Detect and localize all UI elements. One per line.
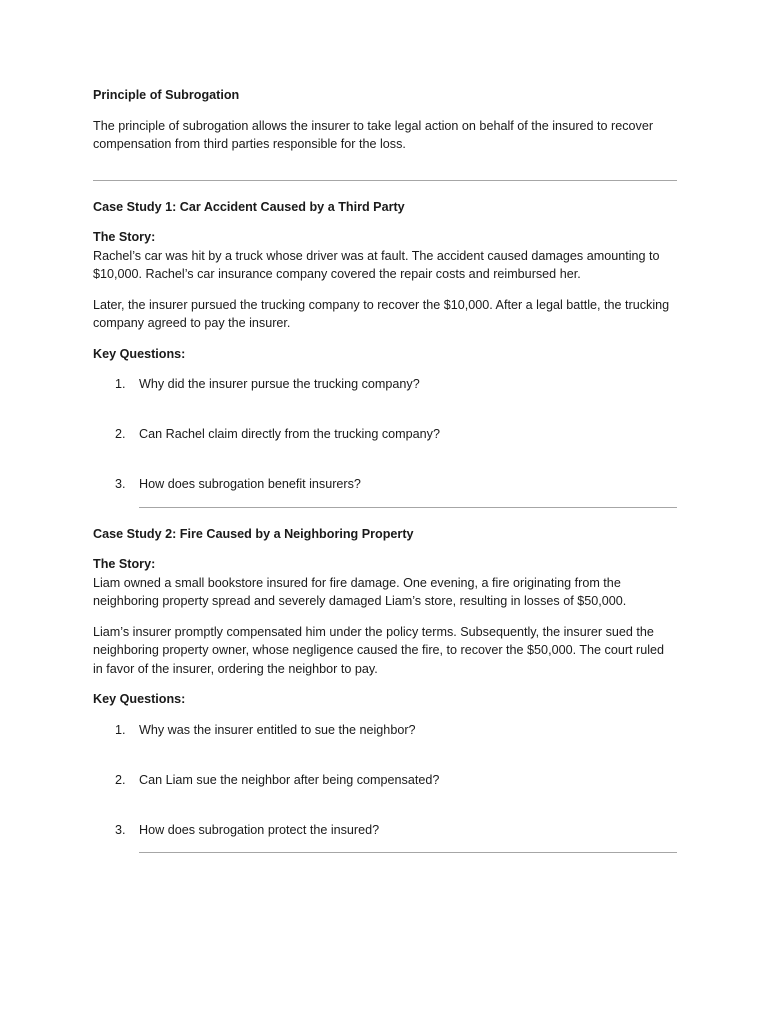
- case-study-title: Case Study 1: Car Accident Caused by a Third Party: [93, 199, 405, 214]
- case-study-title: Case Study 2: Fire Caused by a Neighboring Property: [93, 526, 414, 541]
- question-item: [93, 475, 677, 494]
- question-number: 2.: [115, 772, 126, 787]
- question-number: 3.: [115, 822, 126, 837]
- question-text: Why did the insurer pursue the trucking company?: [139, 377, 420, 391]
- document-body: [93, 86, 677, 853]
- question-text: Can Liam sue the neighbor after being compensated?: [139, 772, 440, 787]
- story-paragraph: Liam owned a small bookstore insured for fire damage. One evening, a fire originating from the neighboring property spread and severely damaged Liam’s store, resulting in losses of $50,000.: [93, 575, 627, 608]
- answer-line: [139, 852, 677, 853]
- key-questions-list: [93, 721, 677, 840]
- story-paragraph: Rachel’s car was hit by a truck whose driver was at fault. The accident caused damages amounting to $10,000. Rachel’s car insurance company covered the repair costs and reimbursed her.: [93, 248, 660, 281]
- story-paragraph: Later, the insurer pursued the trucking company to recover the $10,000. After a legal battle, the trucking company agreed to pay the insurer.: [93, 297, 670, 330]
- question-item: [93, 425, 677, 444]
- story-paragraph: Liam’s insurer promptly compensated him under the policy terms. Subsequently, the insurer sued the neighboring property owner, whose negligence caused the fire, to recover the $50,000. The court ruled in favor of the insurer, ordering the neighbor to pay.: [93, 624, 665, 676]
- question-item: [93, 771, 677, 790]
- story-label: The Story:: [93, 230, 156, 244]
- answer-line: [139, 507, 677, 508]
- story-label: The Story:: [93, 557, 156, 571]
- question-number: 2.: [115, 427, 126, 441]
- question-item: [93, 375, 677, 394]
- question-number: 1.: [115, 722, 126, 737]
- question-item: [93, 821, 677, 840]
- document-title: Principle of Subrogation: [93, 88, 240, 102]
- intro-paragraph: The principle of subrogation allows the insurer to take legal action on behalf of the insured to recover compensation from third parties responsible for the loss.: [93, 118, 654, 151]
- question-number: 1.: [115, 377, 126, 391]
- question-text: How does subrogation benefit insurers?: [139, 477, 361, 491]
- question-text: How does subrogation protect the insured?: [139, 822, 380, 837]
- question-text: Can Rachel claim directly from the trucking company?: [139, 427, 440, 441]
- key-questions-label: Key Questions:: [93, 692, 186, 706]
- key-questions-list: [93, 375, 677, 494]
- question-number: 3.: [115, 477, 126, 491]
- key-questions-label: Key Questions:: [93, 346, 186, 361]
- case-study-2: [93, 525, 677, 854]
- question-text: Why was the insurer entitled to sue the neighbor?: [139, 722, 416, 737]
- case-study-1: [93, 198, 677, 508]
- section-divider: [93, 180, 677, 181]
- question-item: [93, 721, 677, 740]
